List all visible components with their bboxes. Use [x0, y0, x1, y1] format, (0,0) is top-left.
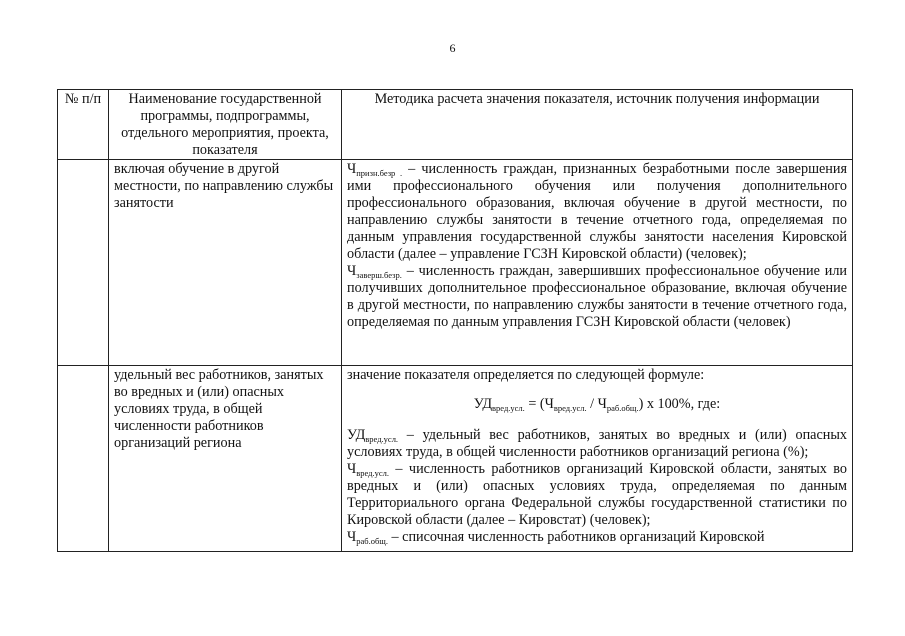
- row1-name: включая обучение в другой местности, по направлению службы занятости: [109, 160, 342, 366]
- row2-name: удельный вес работников, занятых во вредных и (или) опасных условиях труда, в общей численности работников организаций региона: [109, 366, 342, 552]
- row1-num-cell: [58, 160, 109, 366]
- row2-num-cell: [58, 366, 109, 552]
- row2-method: [342, 366, 853, 552]
- row1-method: [342, 160, 853, 366]
- row2-def-1: $УД_{вред.усл.}$ – удельный вес работников, занятых во вредных и (или) опасных условиях труда, в общей численности работников организаций региона (%);: [347, 427, 847, 460]
- row2-intro: значение показателя определяется по следующей формуле:: [347, 367, 705, 383]
- methodology-table: [57, 89, 853, 552]
- row2-def-3: $Ч_{раб.общ.}$ – списочная численность работников организаций Кировской: [347, 529, 765, 546]
- row1-def-1: $Ч_{призн.безр .}$ – численность граждан, признанных безработными после завершения ими профессионального обучения или получения дополнительного профессионального образования, включая обучение в другой местности, по направлению службы занятости в течение отчетного года, определяемая по данным управления государственной службы занятости населения Кировской области (далее – управление ГСЗН Кировской области) (человек);: [347, 161, 848, 262]
- row2-def-2: $Ч_{вред.усл.}$ – численность работников организаций Кировской области, занятых во вредных и (или) опасных условиях труда, определяемая по данным Территориального органа Федеральной службы государственной статистики по Кировской области (далее – Кировстат) (человек);: [347, 461, 847, 528]
- table-header-row: [58, 90, 853, 160]
- table-row: [58, 366, 853, 552]
- table-row: [58, 160, 853, 366]
- page-number: 6: [449, 41, 456, 55]
- row1-def-2: $Ч_{заверш.безр.}$ – численность граждан, завершивших профессиональное обучение или получивших дополнительное профессиональное образование, включая обучение в другой местности, по направлению службы занятости в течение отчетного года, определяемая по данным управления ГСЗН Кировской области (человек): [347, 263, 847, 330]
- header-method: Методика расчета значения показателя, источник получения информации: [342, 90, 853, 160]
- formula: $УД_{вред.усл.} = (Ч_{вред.усл.} / Ч_{раб.общ.})$ х 100%, где:: [473, 396, 721, 413]
- header-num: № п/п: [58, 90, 109, 160]
- header-name: Наименование государственной программы, подпрограммы, отдельного мероприятия, проекта, показателя: [109, 90, 342, 160]
